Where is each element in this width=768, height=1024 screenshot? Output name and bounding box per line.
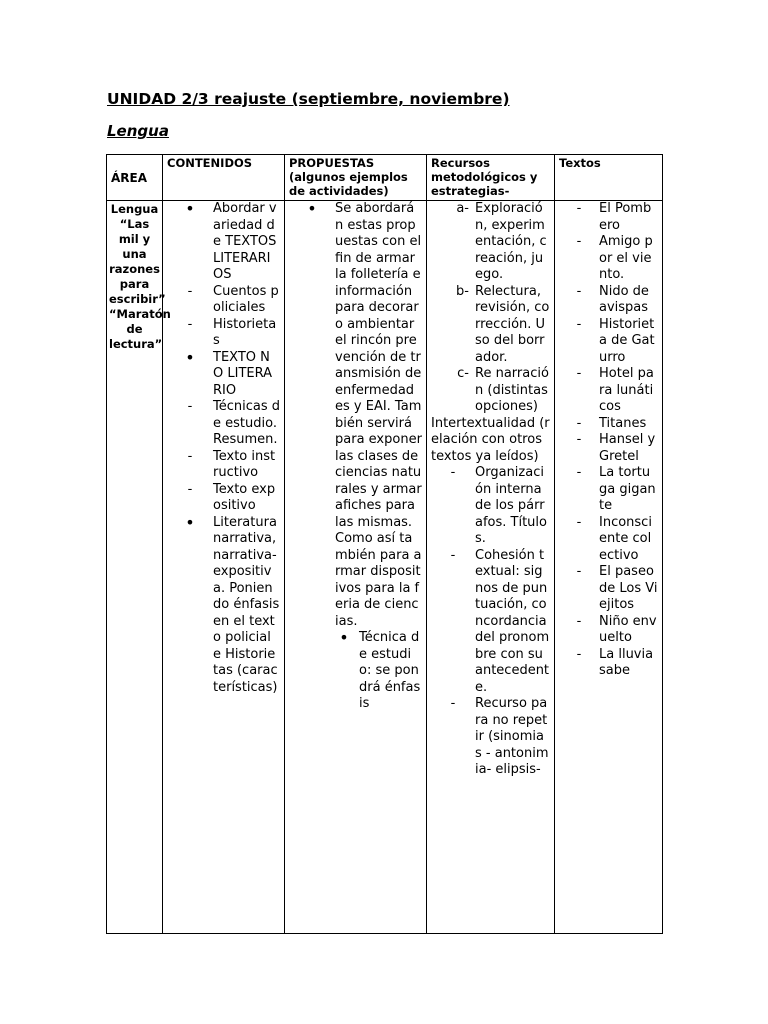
header-area: ÁREA <box>107 155 163 201</box>
list-marker: - <box>576 465 582 480</box>
list-marker: b- <box>456 283 469 299</box>
list-marker: - <box>576 564 582 579</box>
recursos-item-text: Relectura, revisión, corrección. Uso del borrador. <box>475 283 550 365</box>
list-marker: - <box>576 415 582 431</box>
textos-item <box>559 234 658 284</box>
list-marker: - <box>576 366 582 381</box>
contenidos-cell <box>163 201 285 934</box>
textos-item <box>559 416 658 433</box>
header-propuestas: PROPUESTAS (algunos ejemplos de actividades) <box>285 155 427 201</box>
propuestas-item-text: Se abordarán estas propuestas con el fin de armar la folletería e información para decorar o ambientar el rincón prevención de transmisión de enfermedades y EAI. También servirá para exponer las clases de ciencias naturales y armar afiches para las mismas. Como así también para armar dispositivos para la feria de ciencias. <box>335 201 422 629</box>
list-marker: - <box>576 234 582 249</box>
propuestas-item <box>289 630 422 713</box>
textos-item-text: Hansel y Gretel <box>599 432 656 464</box>
list-marker: - <box>187 448 193 464</box>
textos-item-text: Inconsciente colectivo <box>599 514 652 563</box>
textos-item-text: Amigo por el viento. <box>599 234 653 282</box>
recursos-item <box>431 416 550 466</box>
textos-item <box>559 614 658 647</box>
contenidos-item <box>167 347 280 400</box>
textos-item-text: Titanes <box>599 415 647 431</box>
list-marker: c- <box>457 366 469 381</box>
textos-item <box>559 317 658 367</box>
bullet-icon: • <box>185 512 195 532</box>
recursos-cell <box>427 201 555 934</box>
textos-item <box>559 284 658 317</box>
bullet-icon: • <box>307 199 317 218</box>
contenidos-item <box>167 482 280 515</box>
contenidos-item <box>167 449 280 482</box>
contenidos-item <box>167 201 280 284</box>
propuestas-item-text: Técnica de estudio: se pondrá énfasis <box>359 630 421 711</box>
contenidos-item-text: Texto instructivo <box>213 448 276 480</box>
textos-cell <box>555 201 663 934</box>
recursos-item-text: Organización interna de los párrafos. Títulos. <box>475 465 547 546</box>
recursos-item <box>431 548 550 697</box>
list-marker: - <box>450 547 456 563</box>
list-marker: - <box>576 613 582 629</box>
recursos-item <box>431 696 550 779</box>
contenidos-item-text: Texto expositivo <box>213 481 276 513</box>
subject-heading: Lengua <box>107 122 169 140</box>
list-marker: a- <box>456 201 469 216</box>
planning-table <box>106 154 663 934</box>
textos-item <box>559 515 658 565</box>
recursos-item-text: Re narración (distintas opciones) <box>475 366 549 414</box>
contenidos-item-text: Literatura narrativa, narrativa-expositiva. Poniendo énfasis en el texto policial e Historietas (características) <box>213 514 280 695</box>
textos-item-text: Niño envuelto <box>599 613 657 645</box>
propuestas-cell <box>285 201 427 934</box>
recursos-item <box>431 201 550 284</box>
textos-item-text: La lluvia sabe <box>599 646 654 678</box>
header-contenidos: CONTENIDOS <box>163 155 285 201</box>
recursos-item-text: Exploración, experimentación, creación, juego. <box>475 201 547 282</box>
list-marker: - <box>576 432 582 447</box>
textos-item-text: El Pombero <box>599 201 652 233</box>
list-marker: - <box>576 316 582 332</box>
textos-item <box>559 647 658 680</box>
list-marker: - <box>187 316 193 332</box>
propuestas-item <box>289 201 422 630</box>
contenidos-item-text: Abordar variedad de TEXTOS LITERARIOS <box>213 201 277 282</box>
header-textos: Textos <box>555 155 663 201</box>
recursos-item <box>431 465 550 548</box>
contenidos-item-text: TEXTO NO LITERARIO <box>213 349 272 398</box>
textos-item-text: Historieta de Gaturro <box>599 316 655 365</box>
contenidos-item <box>167 399 280 449</box>
list-marker: - <box>187 399 193 414</box>
textos-item-text: El paseo de Los Viejitos <box>599 564 658 612</box>
contenidos-item <box>167 317 280 350</box>
recursos-item-text: Recurso para no repetir (sinomias - antonimia- elipsis- <box>475 696 549 777</box>
contenidos-item-text: Cuentos policiales <box>213 283 279 315</box>
contenidos-item-text: Historietas <box>213 316 277 348</box>
textos-item <box>559 465 658 515</box>
table-header-row <box>107 155 663 201</box>
header-recursos: Recursos metodológicos y estrategias- <box>427 155 555 201</box>
recursos-item <box>431 366 550 416</box>
list-marker: - <box>187 283 193 299</box>
area-cell: Lengua “Las mil y una razones para escribir” “Maratón de lectura” <box>107 201 163 934</box>
recursos-item-text: Intertextualidad (relación con otros textos ya leídos) <box>431 415 550 464</box>
contenidos-item-text: Técnicas de estudio. Resumen. <box>213 399 280 447</box>
recursos-item-text: Cohesión textual: signos de puntuación, concordancia del pronombre con su antecedente. <box>475 547 550 695</box>
unit-title: UNIDAD 2/3 reajuste (septiembre, noviembre) <box>107 90 510 108</box>
textos-item-text: Hotel para lunáticos <box>599 366 654 414</box>
list-marker: - <box>576 283 582 299</box>
list-marker: - <box>576 201 582 216</box>
bullet-icon: • <box>339 628 349 647</box>
textos-item-text: La tortuga gigante <box>599 465 656 513</box>
bullet-icon: • <box>185 199 195 218</box>
bullet-icon: • <box>185 347 195 367</box>
contenidos-item <box>167 284 280 317</box>
list-marker: - <box>450 465 456 480</box>
textos-item <box>559 366 658 416</box>
textos-item <box>559 564 658 614</box>
textos-item <box>559 201 658 234</box>
list-marker: - <box>576 646 582 662</box>
contenidos-item <box>167 512 280 697</box>
list-marker: - <box>187 481 193 497</box>
textos-item-text: Nido de avispas <box>599 283 649 315</box>
recursos-item <box>431 284 550 367</box>
textos-item <box>559 432 658 465</box>
table-row <box>107 201 663 934</box>
list-marker: - <box>576 514 582 530</box>
list-marker: - <box>450 696 456 711</box>
